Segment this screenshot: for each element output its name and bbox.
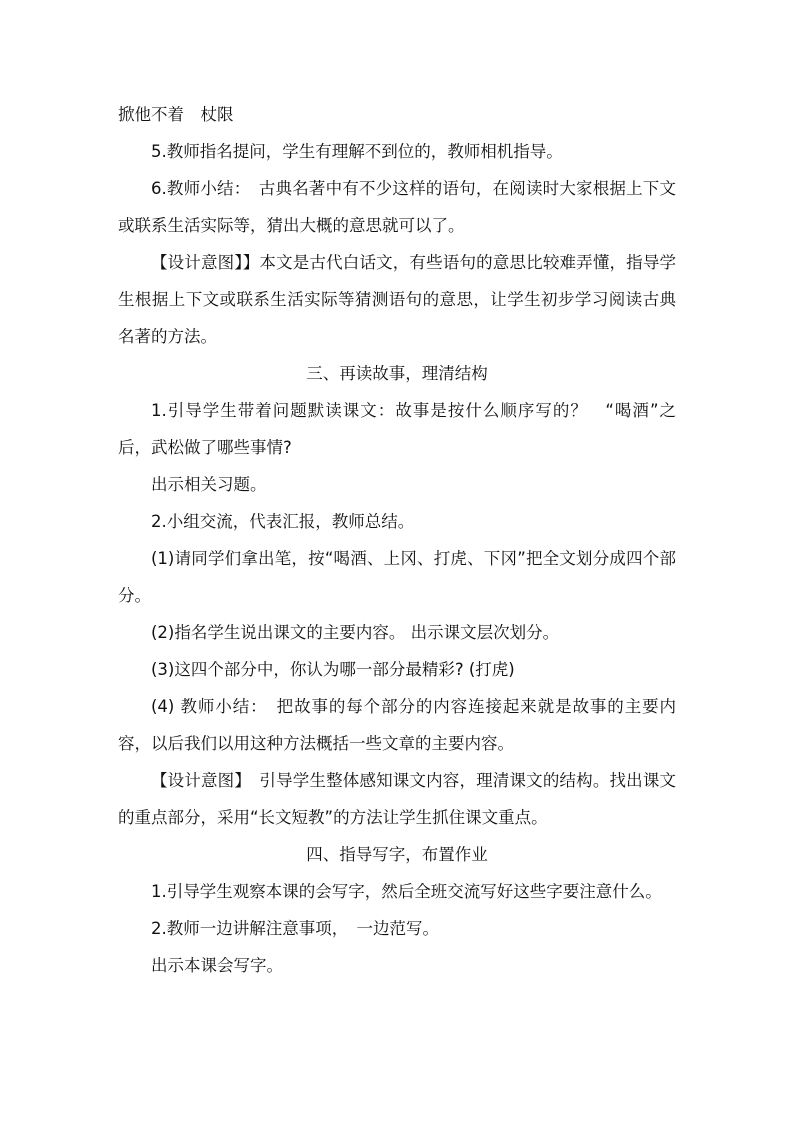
paragraph-writing-step-2: 2.教师一边讲解注意事项， 一边范写。 bbox=[151, 919, 439, 938]
paragraph-substep-2: (2)指名学生说出课文的主要内容。 出示课文层次划分。 bbox=[151, 623, 560, 642]
section-heading-4: 四、指导写字，布置作业 bbox=[306, 845, 488, 864]
paragraph-substep-1: (1)请同学们拿出笔，按“喝酒、上冈、打虎、下冈”把全文划分成四个部分。 bbox=[118, 549, 676, 605]
paragraph-show-exercises: 出示相关习题。 bbox=[151, 475, 267, 494]
paragraph-design-intent-1: 【设计意图】】本文是古代白话文，有些语句的意思比较难弄懂，指导学生根据上下文或联系生活实际等猜测语句的意思，让学生初步学习阅读古典名著的方法。 bbox=[118, 253, 676, 346]
document-body bbox=[118, 96, 676, 984]
paragraph-substep-4: (4) 教师小结： 把故事的每个部分的内容连接起来就是故事的主要内容，以后我们以用这种方法概括一些文章的主要内容。 bbox=[118, 697, 676, 753]
section-heading-3: 三、再读故事，理清结构 bbox=[306, 364, 488, 383]
paragraph-show-characters: 出示本课会写字。 bbox=[151, 956, 283, 975]
paragraph-step-5: 5.教师指名提问，学生有理解不到位的，教师相机指导。 bbox=[151, 142, 563, 161]
paragraph-writing-step-1: 1.引导学生观察本课的会写字，然后全班交流写好这些字要注意什么。 bbox=[151, 882, 662, 901]
paragraph-substep-3: (3)这四个部分中，你认为哪一部分最精彩? (打虎) bbox=[151, 660, 515, 679]
paragraph-step-6: 6.教师小结： 古典名著中有不少这样的语句，在阅读时大家根据上下文或联系生活实际等，猜出大概的意思就可以了。 bbox=[118, 179, 676, 235]
paragraph-design-intent-2: 【设计意图】 引导学生整体感知课文内容，理清课文的结构。找出课文的重点部分，采用“长文短教”的方法让学生抓住课文重点。 bbox=[118, 771, 676, 827]
paragraph-reread-step-1: 1.引导学生带着问题默读课文：故事是按什么顺序写的？ “喝酒”之后，武松做了哪些事情? bbox=[118, 401, 676, 457]
paragraph-reread-step-2: 2.小组交流，代表汇报，教师总结。 bbox=[151, 512, 415, 531]
paragraph-word-list: 掀他不着 杖限 bbox=[118, 105, 234, 124]
